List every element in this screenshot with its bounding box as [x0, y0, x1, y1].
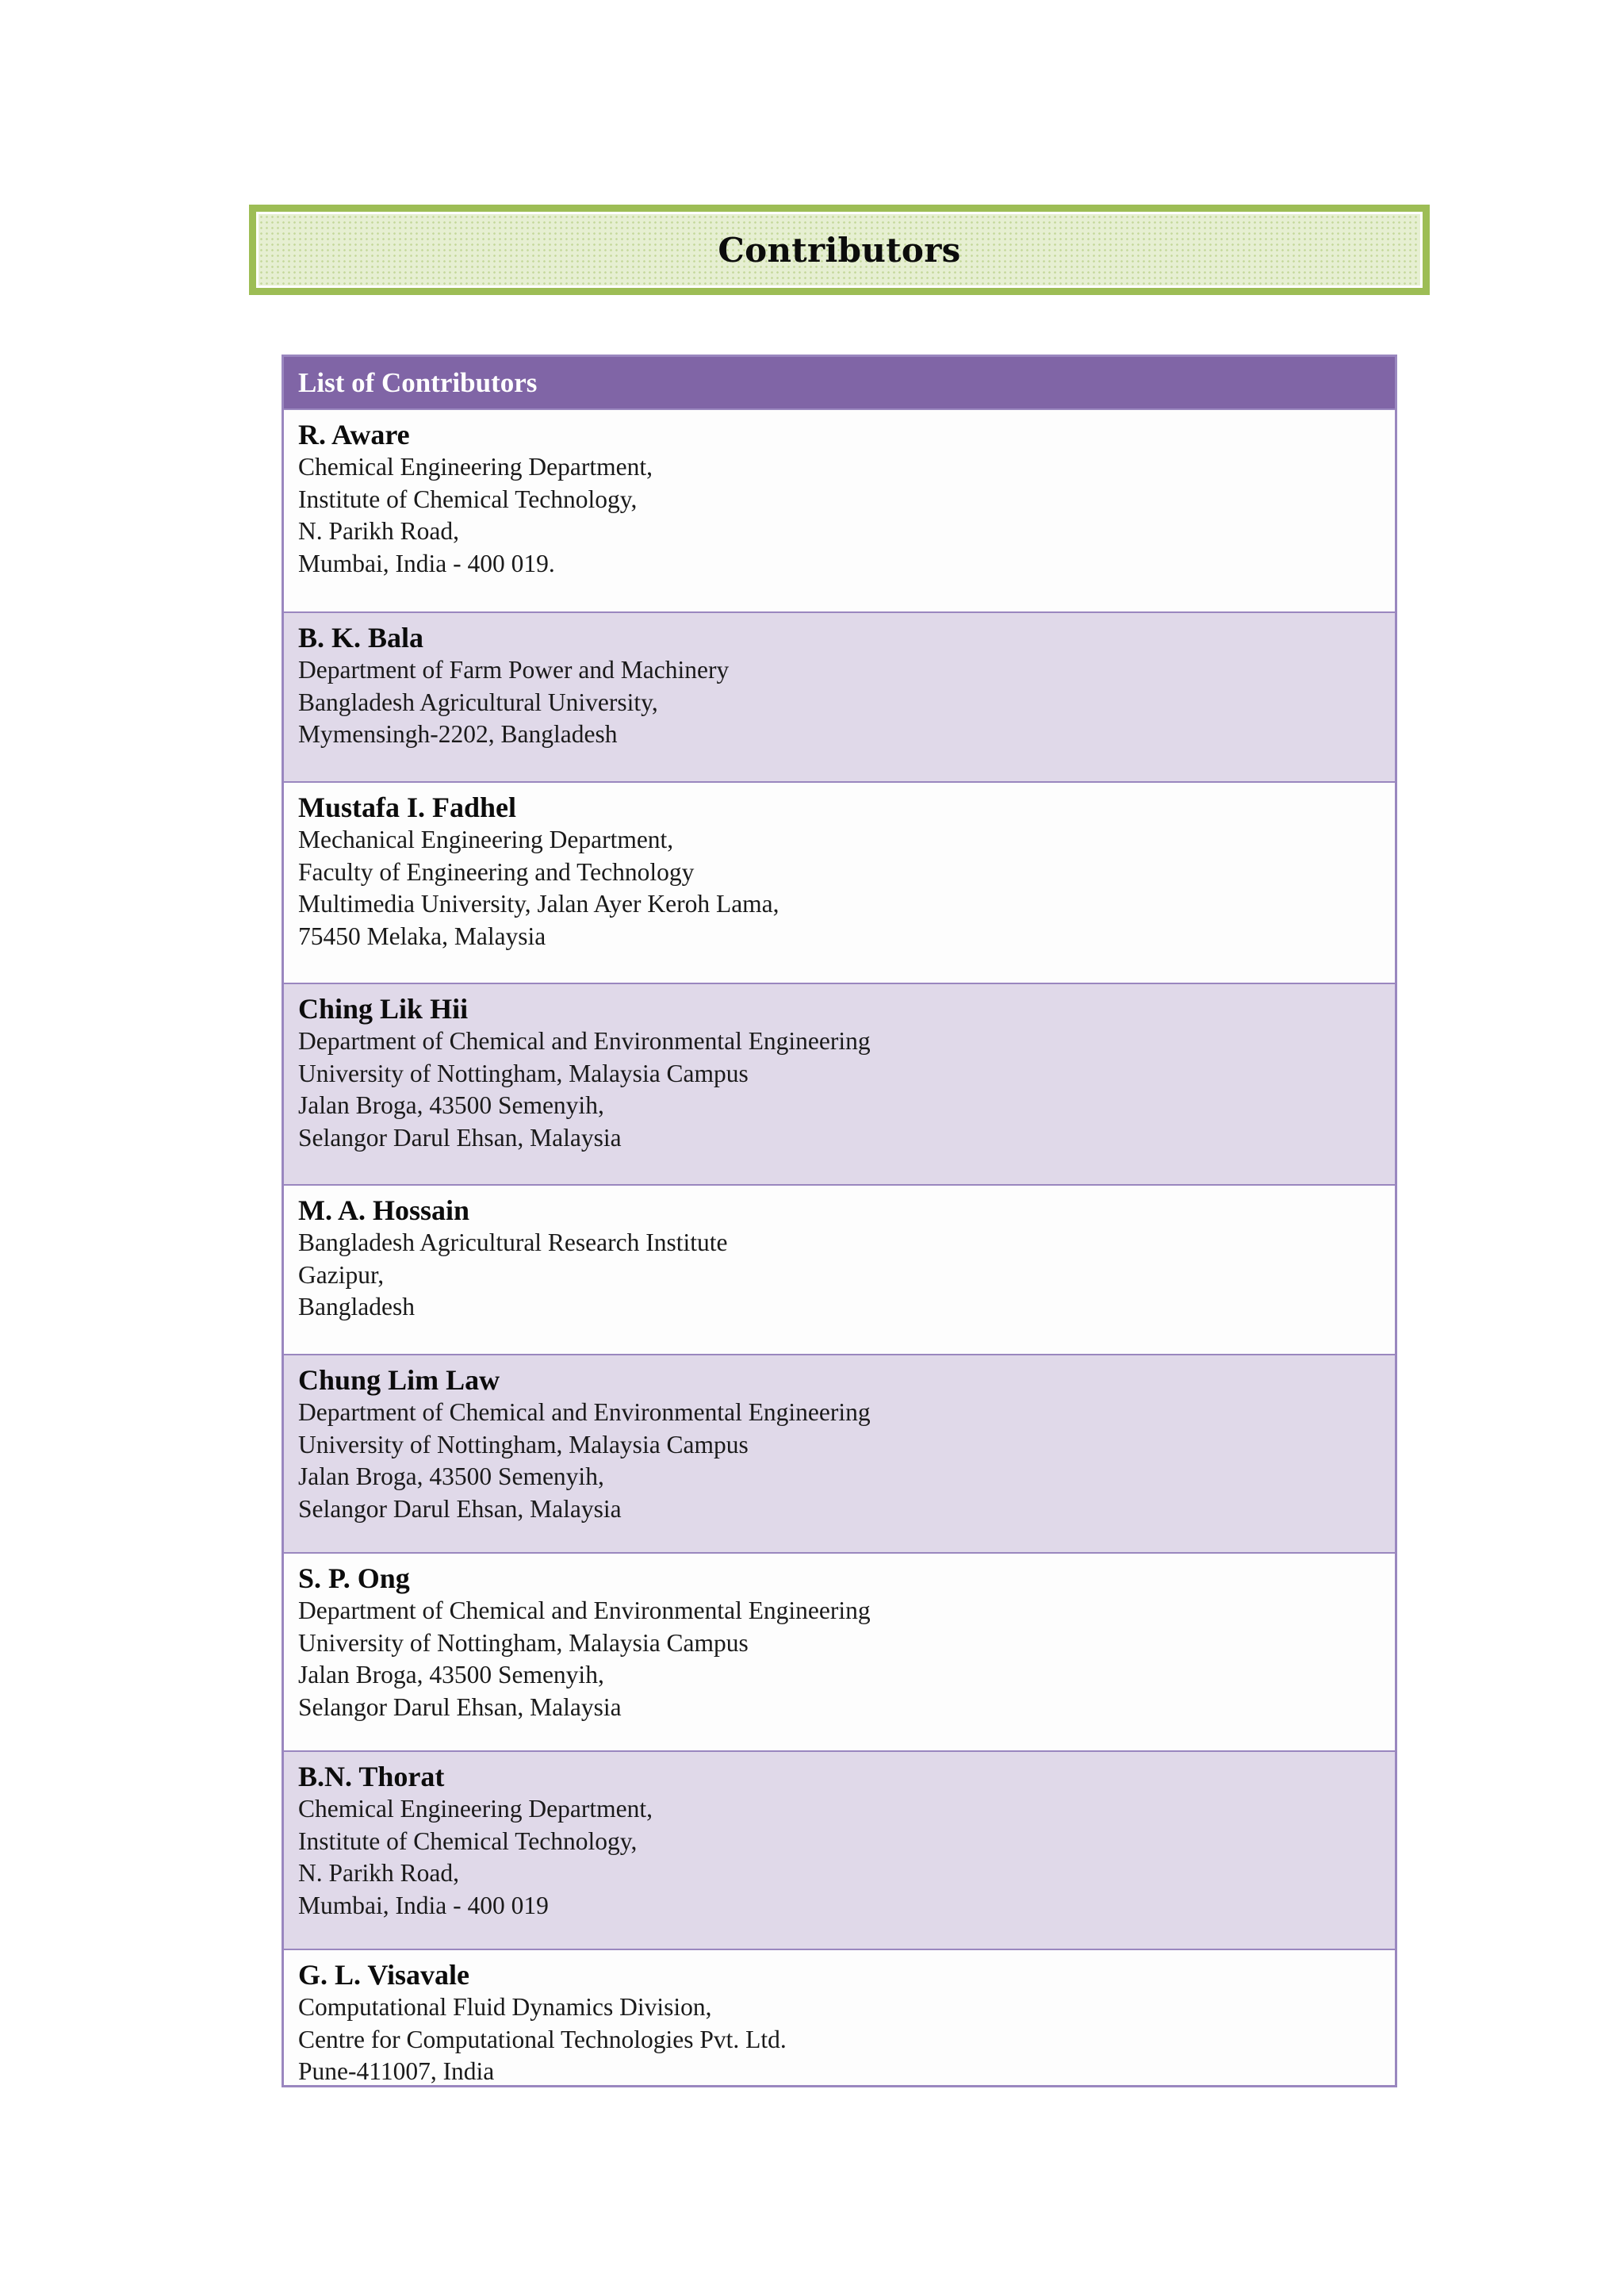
contributors-table	[282, 355, 1397, 2087]
contributor-address-line: University of Nottingham, Malaysia Campus	[298, 1628, 749, 1657]
page-title: Contributors	[718, 230, 961, 270]
contributor-row	[284, 783, 1395, 984]
contributor-row	[284, 1752, 1395, 1950]
contributor-row	[284, 1950, 1395, 2085]
contributor-name: Mustafa I. Fadhel	[298, 792, 517, 823]
table-header	[284, 357, 1395, 410]
contributor-address-line: N. Parikh Road,	[298, 1859, 459, 1887]
contributor-address-line: Jalan Broga, 43500 Semenyih,	[298, 1462, 604, 1490]
contributor-row	[284, 410, 1395, 613]
contributor-address-line: Chemical Engineering Department,	[298, 1795, 653, 1823]
contributor-address-line: University of Nottingham, Malaysia Campus	[298, 1430, 749, 1458]
contributor-name: M. A. Hossain	[298, 1194, 470, 1226]
contributor-address-line: Mechanical Engineering Department,	[298, 826, 674, 853]
contributor-address-line: Multimedia University, Jalan Ayer Keroh Lama,	[298, 890, 779, 918]
contributor-address-line: Jalan Broga, 43500 Semenyih,	[298, 1091, 604, 1119]
contributor-name: G. L. Visavale	[298, 1959, 470, 1991]
contributor-address-line: Jalan Broga, 43500 Semenyih,	[298, 1661, 604, 1688]
contributor-address-line: Selangor Darul Ehsan, Malaysia	[298, 1494, 622, 1523]
contributor-address-line: Gazipur,	[298, 1260, 385, 1289]
contributor-address-line: Centre for Computational Technologies Pvt. Ltd.	[298, 2025, 787, 2053]
contributor-row	[284, 1554, 1395, 1752]
contributor-name: S. P. Ong	[298, 1562, 410, 1594]
contributor-address-line: Department of Chemical and Environmental Engineering	[298, 1398, 871, 1426]
contributor-address-line: N. Parikh Road,	[298, 517, 459, 545]
contributor-address-line: Department of Chemical and Environmental Engineering	[298, 1596, 871, 1624]
contributor-address-line: Bangladesh Agricultural University,	[298, 688, 658, 716]
contributor-name: Ching Lik Hii	[298, 993, 469, 1025]
contributor-name: B.N. Thorat	[298, 1761, 445, 1792]
title-banner	[249, 205, 1430, 295]
contributor-row	[284, 613, 1395, 783]
contributor-address-line: Bangladesh	[298, 1293, 415, 1320]
contributor-row	[284, 984, 1395, 1186]
contributor-address-line: Mymensingh-2202, Bangladesh	[298, 720, 618, 748]
contributor-name: B. K. Bala	[298, 622, 424, 654]
contributor-name: Chung Lim Law	[298, 1364, 500, 1396]
contributor-address-line: Department of Chemical and Environmental Engineering	[298, 1027, 871, 1055]
contributor-address-line: Selangor Darul Ehsan, Malaysia	[298, 1123, 622, 1152]
contributor-address-line: Institute of Chemical Technology,	[298, 1826, 638, 1855]
contributor-address-line: Institute of Chemical Technology,	[298, 485, 638, 513]
contributor-address-line: University of Nottingham, Malaysia Campus	[298, 1059, 749, 1087]
contributor-address-line: Selangor Darul Ehsan, Malaysia	[298, 1692, 622, 1721]
contributor-name: R. Aware	[298, 419, 410, 450]
contributor-address-line: Department of Farm Power and Machinery	[298, 656, 730, 684]
contributor-address-line: Bangladesh Agricultural Research Institute	[298, 1228, 728, 1256]
title-banner-inner	[256, 212, 1423, 288]
contributor-row	[284, 1186, 1395, 1355]
contributor-address-line: Faculty of Engineering and Technology	[298, 857, 695, 886]
table-header-label: List of Contributors	[298, 366, 538, 398]
contributor-address-line: Mumbai, India - 400 019	[298, 1891, 549, 1919]
contributor-row	[284, 1355, 1395, 1554]
contributor-address-line: Chemical Engineering Department,	[298, 453, 653, 481]
contributor-address-line: Computational Fluid Dynamics Division,	[298, 1993, 712, 2021]
contributor-address-line: Pune-411007, India	[298, 2057, 495, 2085]
contributor-address-line: 75450 Melaka, Malaysia	[298, 922, 546, 950]
contributor-address-line: Mumbai, India - 400 019.	[298, 549, 555, 577]
